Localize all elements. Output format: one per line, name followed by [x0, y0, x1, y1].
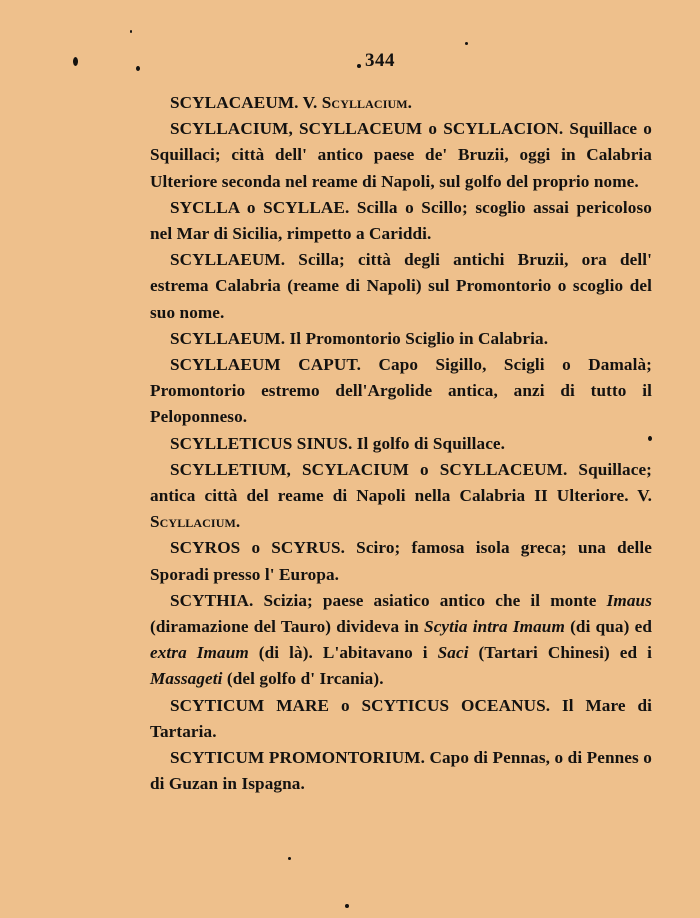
italic-term: Massageti — [150, 669, 223, 689]
page-number: 344 — [365, 50, 395, 71]
dictionary-entries — [150, 90, 652, 797]
dictionary-entry — [150, 588, 652, 693]
entry-text: SCYTHIA. Scizia; paese asiatico antico che il monte — [170, 590, 607, 610]
ink-speck — [130, 30, 132, 33]
dictionary-entry — [150, 352, 652, 431]
ink-speck — [465, 42, 468, 45]
dictionary-entry — [150, 535, 652, 587]
ink-speck — [288, 857, 291, 860]
entry-text: (diramazione del Tauro) divideva in — [150, 617, 425, 637]
entry-text: SCYLLACIUM, SCYLLACEUM o SCYLLACION. Squillace o Squillaci; città dell' antico paese de' Bruzii, oggi in Calabria Ulteriore seconda nel reame di Napoli, sul golfo del proprio nome. — [150, 119, 652, 191]
entry-text: SCYTICUM PROMONTORIUM. Capo di Pennas, o di Pennes o di Guzan in Ispagna. — [150, 748, 652, 794]
entry-text: SCYROS o SCYRUS. Sciro; famosa isola greca; una delle Sporadi presso l' Europa. — [150, 538, 652, 584]
ink-speck — [136, 66, 140, 71]
ink-speck — [73, 57, 78, 66]
entry-text: SCYTICUM MARE o SCYTICUS OCEANUS. Il Mare di Tartaria. — [150, 695, 652, 741]
entry-text: SCYLLAEUM CAPUT. Capo Sigillo, Scigli o Damalà; Promontorio estremo dell'Argolide antica, anzi di tutto il Peloponneso. — [150, 355, 652, 427]
dictionary-entry — [150, 247, 652, 326]
dictionary-entry — [150, 745, 652, 797]
entry-text: (di là). L'abitavano i — [248, 643, 438, 663]
entry-text: (Tartari Chinesi) ed i — [468, 643, 652, 663]
entry-text: (di qua) ed — [564, 617, 652, 637]
ink-speck — [357, 64, 361, 68]
dictionary-entry — [150, 90, 652, 116]
entry-text: SCYLACAEUM. V. — [170, 93, 322, 112]
ink-speck — [345, 904, 349, 908]
italic-term: Imaus — [606, 590, 652, 610]
dictionary-entry — [150, 457, 652, 536]
dictionary-entry — [150, 116, 652, 195]
italic-term: Scytia intra Imaum — [424, 617, 565, 637]
italic-term: Saci — [437, 643, 469, 663]
ink-speck — [648, 436, 652, 441]
entry-text: SCYLLETICUS SINUS. Il golfo di Squillace. — [170, 433, 506, 453]
entry-text: SCYLLAEUM. Scilla; città degli antichi Bruzii, ora dell' estrema Calabria (reame di Napoli) sul Promontorio o scoglio del suo nome. — [150, 250, 652, 322]
italic-term: extra Imaum — [150, 643, 249, 663]
dictionary-entry — [150, 693, 652, 745]
entry-text: SCYLLAEUM. Il Promontorio Sciglio in Calabria. — [170, 328, 549, 348]
dictionary-entry — [150, 431, 652, 457]
entry-text: (del golfo d' Ircania). — [222, 669, 384, 689]
cross-reference: Scyllacium. — [321, 93, 413, 112]
cross-reference: Scyllacium. — [150, 512, 241, 532]
entry-text: SYCLLA o SCYLLAE. Scilla o Scillo; scoglio assai pericoloso nel Mar di Sicilia, rimpetto a Cariddi. — [150, 197, 652, 244]
entry-text: SCYLLETIUM, SCYLACIUM o SCYLLACEUM. Squillace; antica città del reame di Napoli nella Calabria II Ulteriore. V. — [150, 459, 652, 506]
dictionary-entry — [150, 326, 652, 352]
dictionary-entry — [150, 195, 652, 247]
